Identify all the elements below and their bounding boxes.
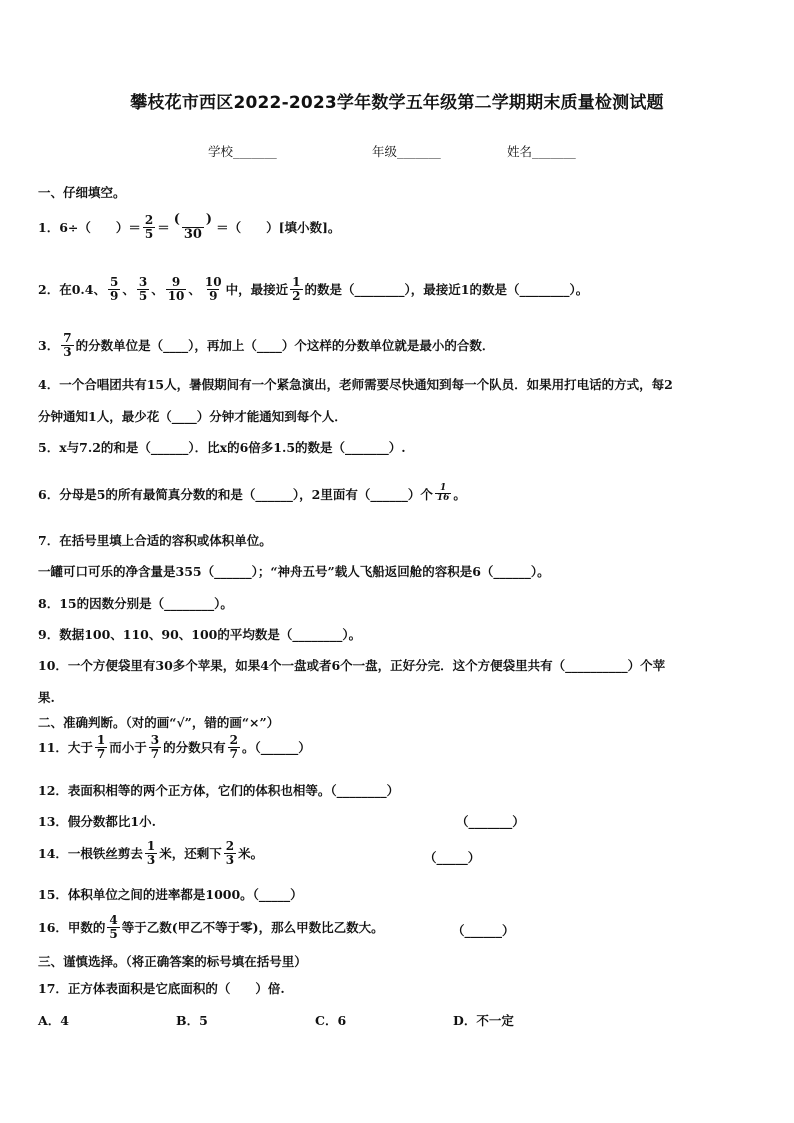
q3-post: 的分数单位是（____），再加上（____）个这样的分数单位就是最小的合数． xyxy=(75,338,495,354)
q11-fraction-a xyxy=(95,734,107,760)
q2-c-num: 9 xyxy=(171,275,181,289)
q2-h-den: 2 xyxy=(292,288,301,303)
q14-b-den: 3 xyxy=(225,852,235,867)
q14-post: 米。 xyxy=(238,846,264,862)
q11-fraction-b xyxy=(149,734,161,760)
q1-pre: 1．6÷（ ）＝ xyxy=(38,220,141,236)
q2-b-num: 3 xyxy=(138,275,148,289)
question-2 xyxy=(38,276,588,302)
q14-b-num: 2 xyxy=(225,839,235,853)
q2-a-num: 5 xyxy=(109,275,119,289)
option-a[interactable]: A．4 xyxy=(38,1013,69,1028)
q16-f-num: 4 xyxy=(109,913,118,927)
q16-post: 等于乙数(甲乙不等于零)，那么甲数比乙数大。 xyxy=(121,920,384,936)
question-3 xyxy=(38,332,494,358)
question-5: 5．x与7.2的和是（______）．比x的6倍多1.5的数是（_______）. xyxy=(38,440,406,455)
q2-d-den: 9 xyxy=(209,288,218,303)
q2-a-den: 9 xyxy=(109,288,119,303)
q6-post: 。 xyxy=(453,486,466,502)
q1-f1-den: 5 xyxy=(144,226,154,241)
q2-fraction-a xyxy=(108,276,120,302)
q3-f-den: 3 xyxy=(63,344,72,359)
q3-fraction xyxy=(61,332,73,358)
q2-sep3: 、 xyxy=(188,282,201,298)
section-3-heading: 三、谨慎选择。（将正确答案的标号填在括号里） xyxy=(38,954,307,969)
question-16-answer[interactable]: （______） xyxy=(452,923,515,938)
grade-field[interactable]: 年级_______ xyxy=(372,144,441,159)
q2-fraction-b xyxy=(137,276,149,302)
q11-c-num: 2 xyxy=(229,733,239,747)
option-c[interactable]: C．6 xyxy=(315,1013,347,1028)
q11-a-den: 7 xyxy=(96,746,106,761)
q1-post: ＝（ ）[填小数]。 xyxy=(216,220,341,236)
q1-f2-den: 30 xyxy=(183,226,202,242)
q2-post: 的数是（________），最接近1的数是（________）。 xyxy=(304,282,589,298)
q11-b-num: 3 xyxy=(150,733,160,747)
question-10-line-2: 果. xyxy=(38,690,55,705)
name-field[interactable]: 姓名_______ xyxy=(507,144,576,159)
q11-post: 。（______） xyxy=(242,740,311,756)
q6-fraction xyxy=(435,484,452,504)
question-16 xyxy=(38,914,384,940)
question-7-line-1: 7．在括号里填上合适的容积或体积单位。 xyxy=(38,533,272,548)
page-title: 攀枝花市西区2022-2023学年数学五年级第二学期期末质量检测试题 xyxy=(130,93,664,113)
q1-fraction-2[interactable] xyxy=(172,213,214,241)
question-4-line-2: 分钟通知1人，最少花（____）分钟才能通知到每个人． xyxy=(38,409,347,424)
q2-fraction-d xyxy=(203,276,224,302)
question-1 xyxy=(38,213,340,241)
q14-a-num: 1 xyxy=(146,839,156,853)
section-1-heading: 一、仔细填空。 xyxy=(38,185,126,200)
q2-b-den: 5 xyxy=(138,288,148,303)
question-15: 15．体积单位之间的进率都是1000。（_____） xyxy=(38,887,303,902)
q6-f-num: 1 xyxy=(439,483,447,493)
question-10-line-1: 10．一个方便袋里有30多个苹果，如果4个一盘或者6个一盘，正好分完．这个方便袋里共有（__________）个苹 xyxy=(38,658,666,673)
question-13-answer[interactable]: （_______） xyxy=(456,814,525,829)
q2-c-den: 10 xyxy=(167,288,185,303)
q11-mid1: 而小于 xyxy=(109,740,147,756)
option-b[interactable]: B．5 xyxy=(176,1013,208,1028)
q2-mid: 中，最接近 xyxy=(225,282,289,298)
q2-pre: 2．在0.4、 xyxy=(38,282,106,298)
question-14 xyxy=(38,840,263,866)
q16-pre: 16．甲数的 xyxy=(38,920,106,936)
q2-d-num: 10 xyxy=(204,275,222,289)
option-d[interactable]: D．不一定 xyxy=(453,1013,514,1028)
q2-h-num: 1 xyxy=(292,275,301,289)
question-7-line-2: 一罐可口可乐的净含量是355（______）；“神舟五号”载人飞船返回舱的容积是6（______）。 xyxy=(38,564,550,579)
question-17: 17．正方体表面积是它底面积的（ ）倍. xyxy=(38,981,285,996)
q2-fraction-c xyxy=(166,276,187,302)
q14-a-den: 3 xyxy=(146,852,156,867)
q14-mid: 米，还剩下 xyxy=(159,846,222,862)
q11-pre: 11．大于 xyxy=(38,740,93,756)
question-6 xyxy=(38,484,466,504)
question-8: 8．15的因数分别是（________）。 xyxy=(38,596,233,611)
q14-fraction-a xyxy=(145,840,157,866)
q6-pre: 6．分母是5的所有最简真分数的和是（______），2里面有（______）个 xyxy=(38,486,433,502)
q1-f1-num: 2 xyxy=(144,213,154,228)
question-14-answer[interactable]: （_____） xyxy=(424,850,481,865)
q1-eq: ＝ xyxy=(157,220,170,236)
q11-b-den: 7 xyxy=(150,746,160,761)
q3-f-num: 7 xyxy=(63,331,72,345)
q16-f-den: 5 xyxy=(109,926,118,941)
q6-f-den: 16 xyxy=(436,493,450,504)
q11-mid2: 的分数只有 xyxy=(163,740,226,756)
q2-sep2: 、 xyxy=(151,282,164,298)
question-11 xyxy=(38,734,311,760)
q11-a-num: 1 xyxy=(96,733,106,747)
q3-pre: 3． xyxy=(38,338,60,354)
q2-sep1: 、 xyxy=(122,282,135,298)
school-field[interactable]: 学校_______ xyxy=(208,144,277,159)
q14-fraction-b xyxy=(224,840,236,866)
q11-c-den: 7 xyxy=(229,746,239,761)
q14-pre: 14．一根铁丝剪去 xyxy=(38,846,143,862)
question-9: 9．数据100、110、90、100的平均数是（________）。 xyxy=(38,627,362,642)
q16-fraction xyxy=(107,914,119,940)
question-4-line-1: 4．一个合唱团共有15人，暑假期间有一个紧急演出，老师需要尽快通知到每一个队员．如果用打电话的方式，每2 xyxy=(38,377,673,392)
q11-fraction-c xyxy=(228,734,240,760)
q2-fraction-half xyxy=(290,276,302,302)
q1-f2-num[interactable]: ( ) xyxy=(173,212,213,227)
section-2-heading: 二、准确判断。（对的画“√”，错的画“×”） xyxy=(38,715,280,730)
question-12: 12．表面积相等的两个正方体，它们的体积也相等。（________） xyxy=(38,783,400,798)
question-13: 13．假分数都比1小. xyxy=(38,814,156,829)
q1-fraction-1 xyxy=(143,214,155,240)
